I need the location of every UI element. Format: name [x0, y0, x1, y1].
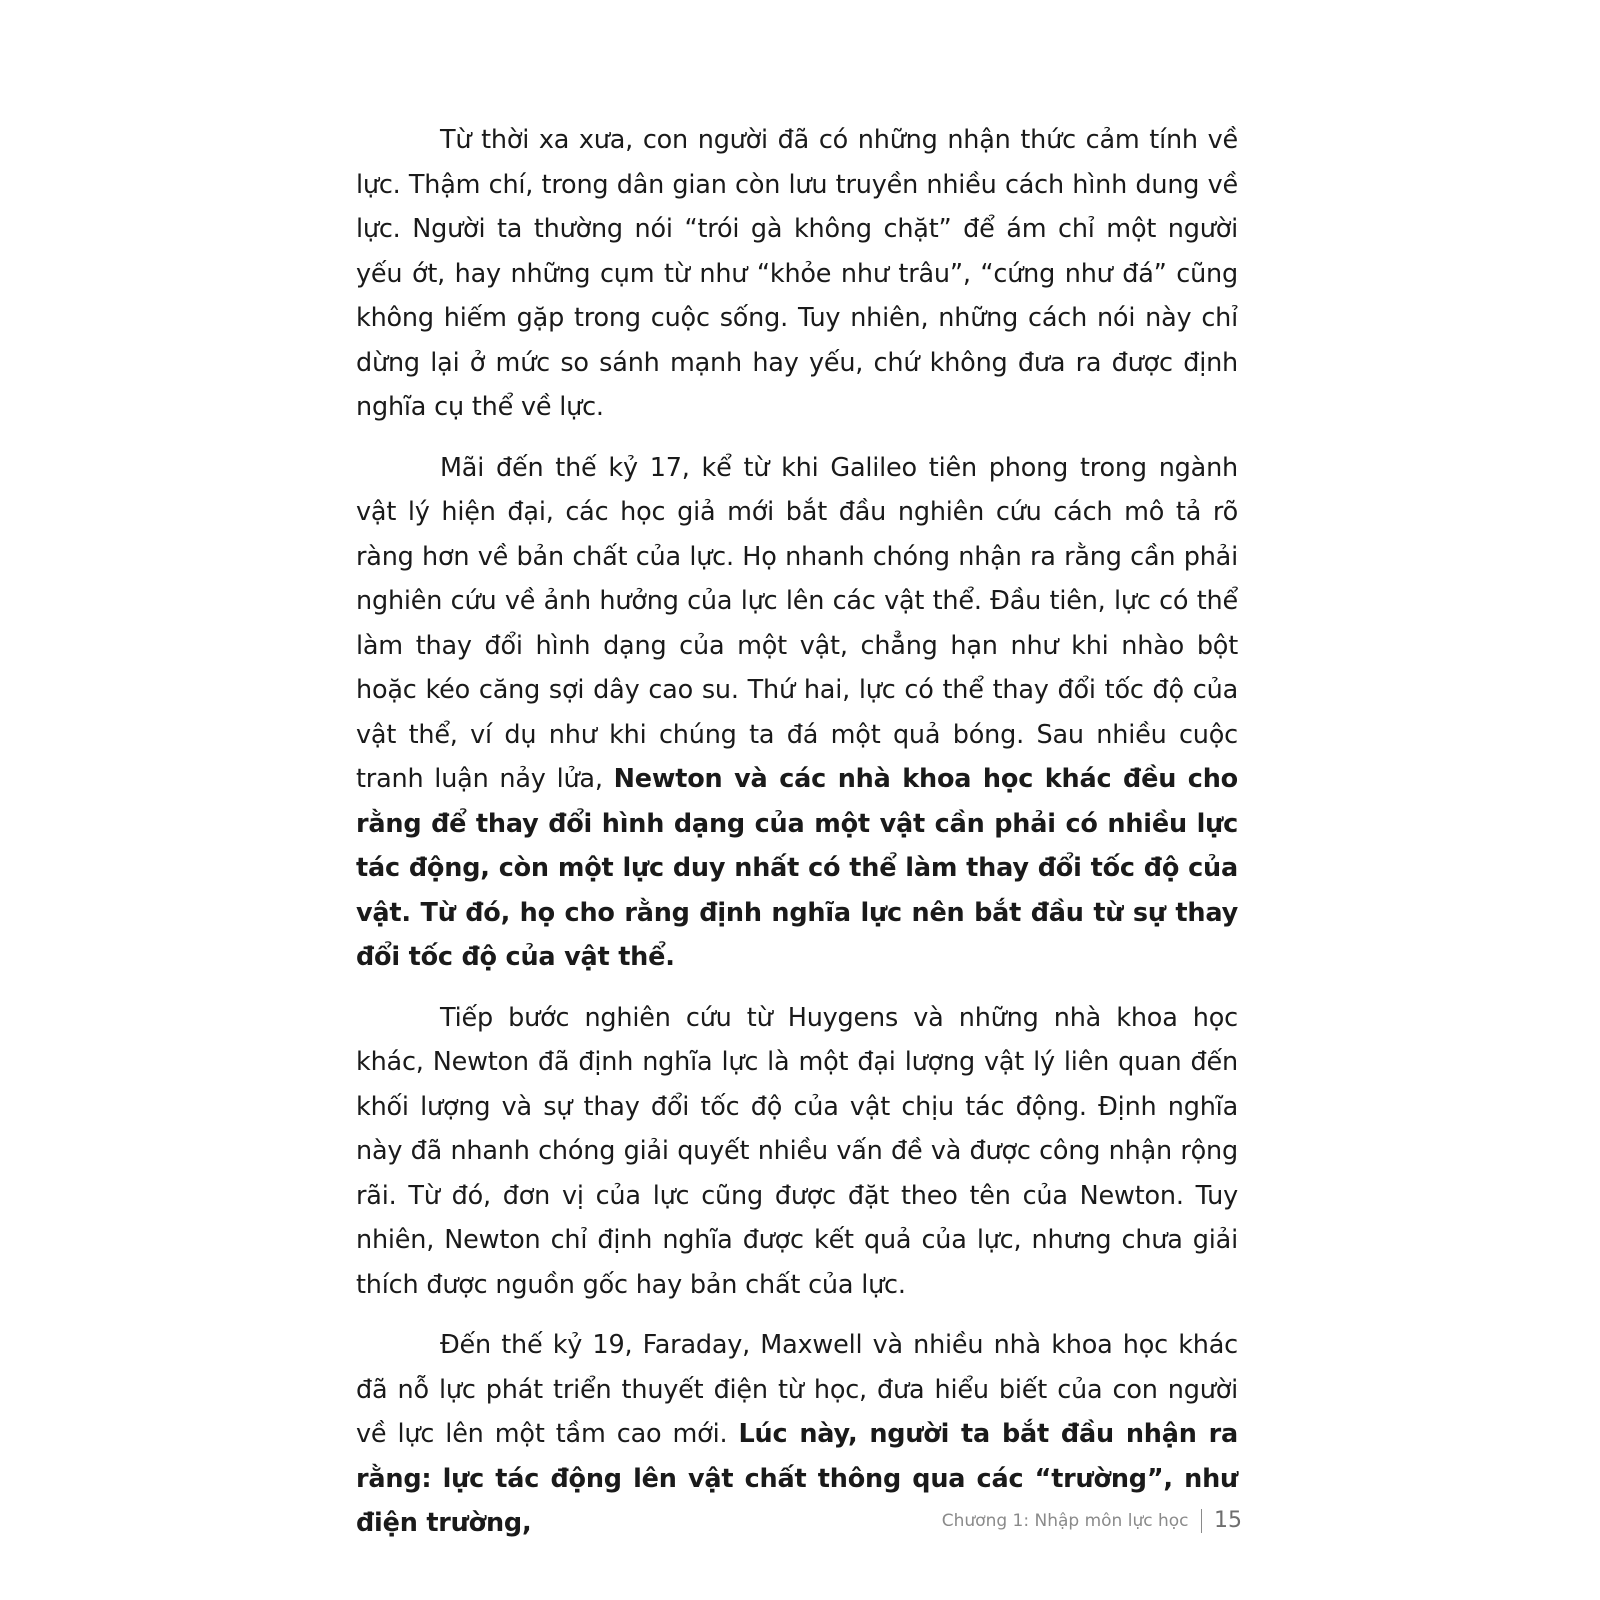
paragraph-2 [356, 446, 1238, 980]
paragraph-1 [356, 118, 1238, 430]
page-footer [942, 1508, 1242, 1533]
paragraph-4-bold-text: Lúc này, người ta bắt đầu nhận ra rằng: lực tác động lên vật chất thông qua các “trường”, như điện trường, [356, 1419, 1238, 1538]
footer-chapter-title: Chương 1: Nhập môn lực học [941, 1510, 1189, 1531]
footer-divider [1201, 1509, 1203, 1533]
paragraph-2-bold-text: Newton và các nhà khoa học khác đều cho rằng để thay đổi hình dạng của một vật cần phải có nhiều lực tác động, còn một lực duy nhất có thể làm thay đổi tốc độ của vật. Từ đó, họ cho rằng định nghĩa lực nên bắt đầu từ sự thay đổi tốc độ của vật thể. [356, 764, 1238, 972]
paragraph-4-text: Đến thế kỷ 19, Faraday, Maxwell và nhiều nhà khoa học khác đã nỗ lực phát triển thuyết điện từ học, đưa hiểu biết của con người về lực lên một tầm cao mới. [356, 1330, 1238, 1449]
paragraph-2-text: Mãi đến thế kỷ 17, kể từ khi Galileo tiên phong trong ngành vật lý hiện đại, các học giả mới bắt đầu nghiên cứu cách mô tả rõ ràng hơn về bản chất của lực. Họ nhanh chóng nhận ra rằng cần phải nghiên cứu về ảnh hưởng của lực lên các vật thể. Đầu tiên, lực có thể làm thay đổi hình dạng của một vật, chẳng hạn như khi nhào bột hoặc kéo căng sợi dây cao su. Thứ hai, lực có thể thay đổi tốc độ của vật thể, ví dụ như khi chúng ta đá một quả bóng. Sau nhiều cuộc tranh luận nảy lửa, [356, 452, 1238, 794]
paragraph-1-text: Từ thời xa xưa, con người đã có những nhận thức cảm tính về lực. Thậm chí, trong dân gian còn lưu truyền nhiều cách hình dung về lực. Người ta thường nói “trói gà không chặt” để ám chỉ một người yếu ớt, hay những cụm từ như “khỏe như trâu”, “cứng như đá” cũng không hiếm gặp trong cuộc sống. Tuy nhiên, những cách nói này chỉ dừng lại ở mức so sánh mạnh hay yếu, chứ không đưa ra được định nghĩa cụ thể về lực. [356, 125, 1238, 422]
page-text [356, 118, 1238, 1562]
page-number: 15 [1214, 1508, 1242, 1533]
paragraph-3 [356, 996, 1238, 1308]
paragraph-3-text: Tiếp bước nghiên cứu từ Huygens và những nhà khoa học khác, Newton đã định nghĩa lực là một đại lượng vật lý liên quan đến khối lượng và sự thay đổi tốc độ của vật chịu tác động. Định nghĩa này đã nhanh chóng giải quyết nhiều vấn đề và được công nhận rộng rãi. Từ đó, đơn vị của lực cũng được đặt theo tên của Newton. Tuy nhiên, Newton chỉ định nghĩa được kết quả của lực, nhưng chưa giải thích được nguồn gốc hay bản chất của lực. [356, 1002, 1238, 1300]
